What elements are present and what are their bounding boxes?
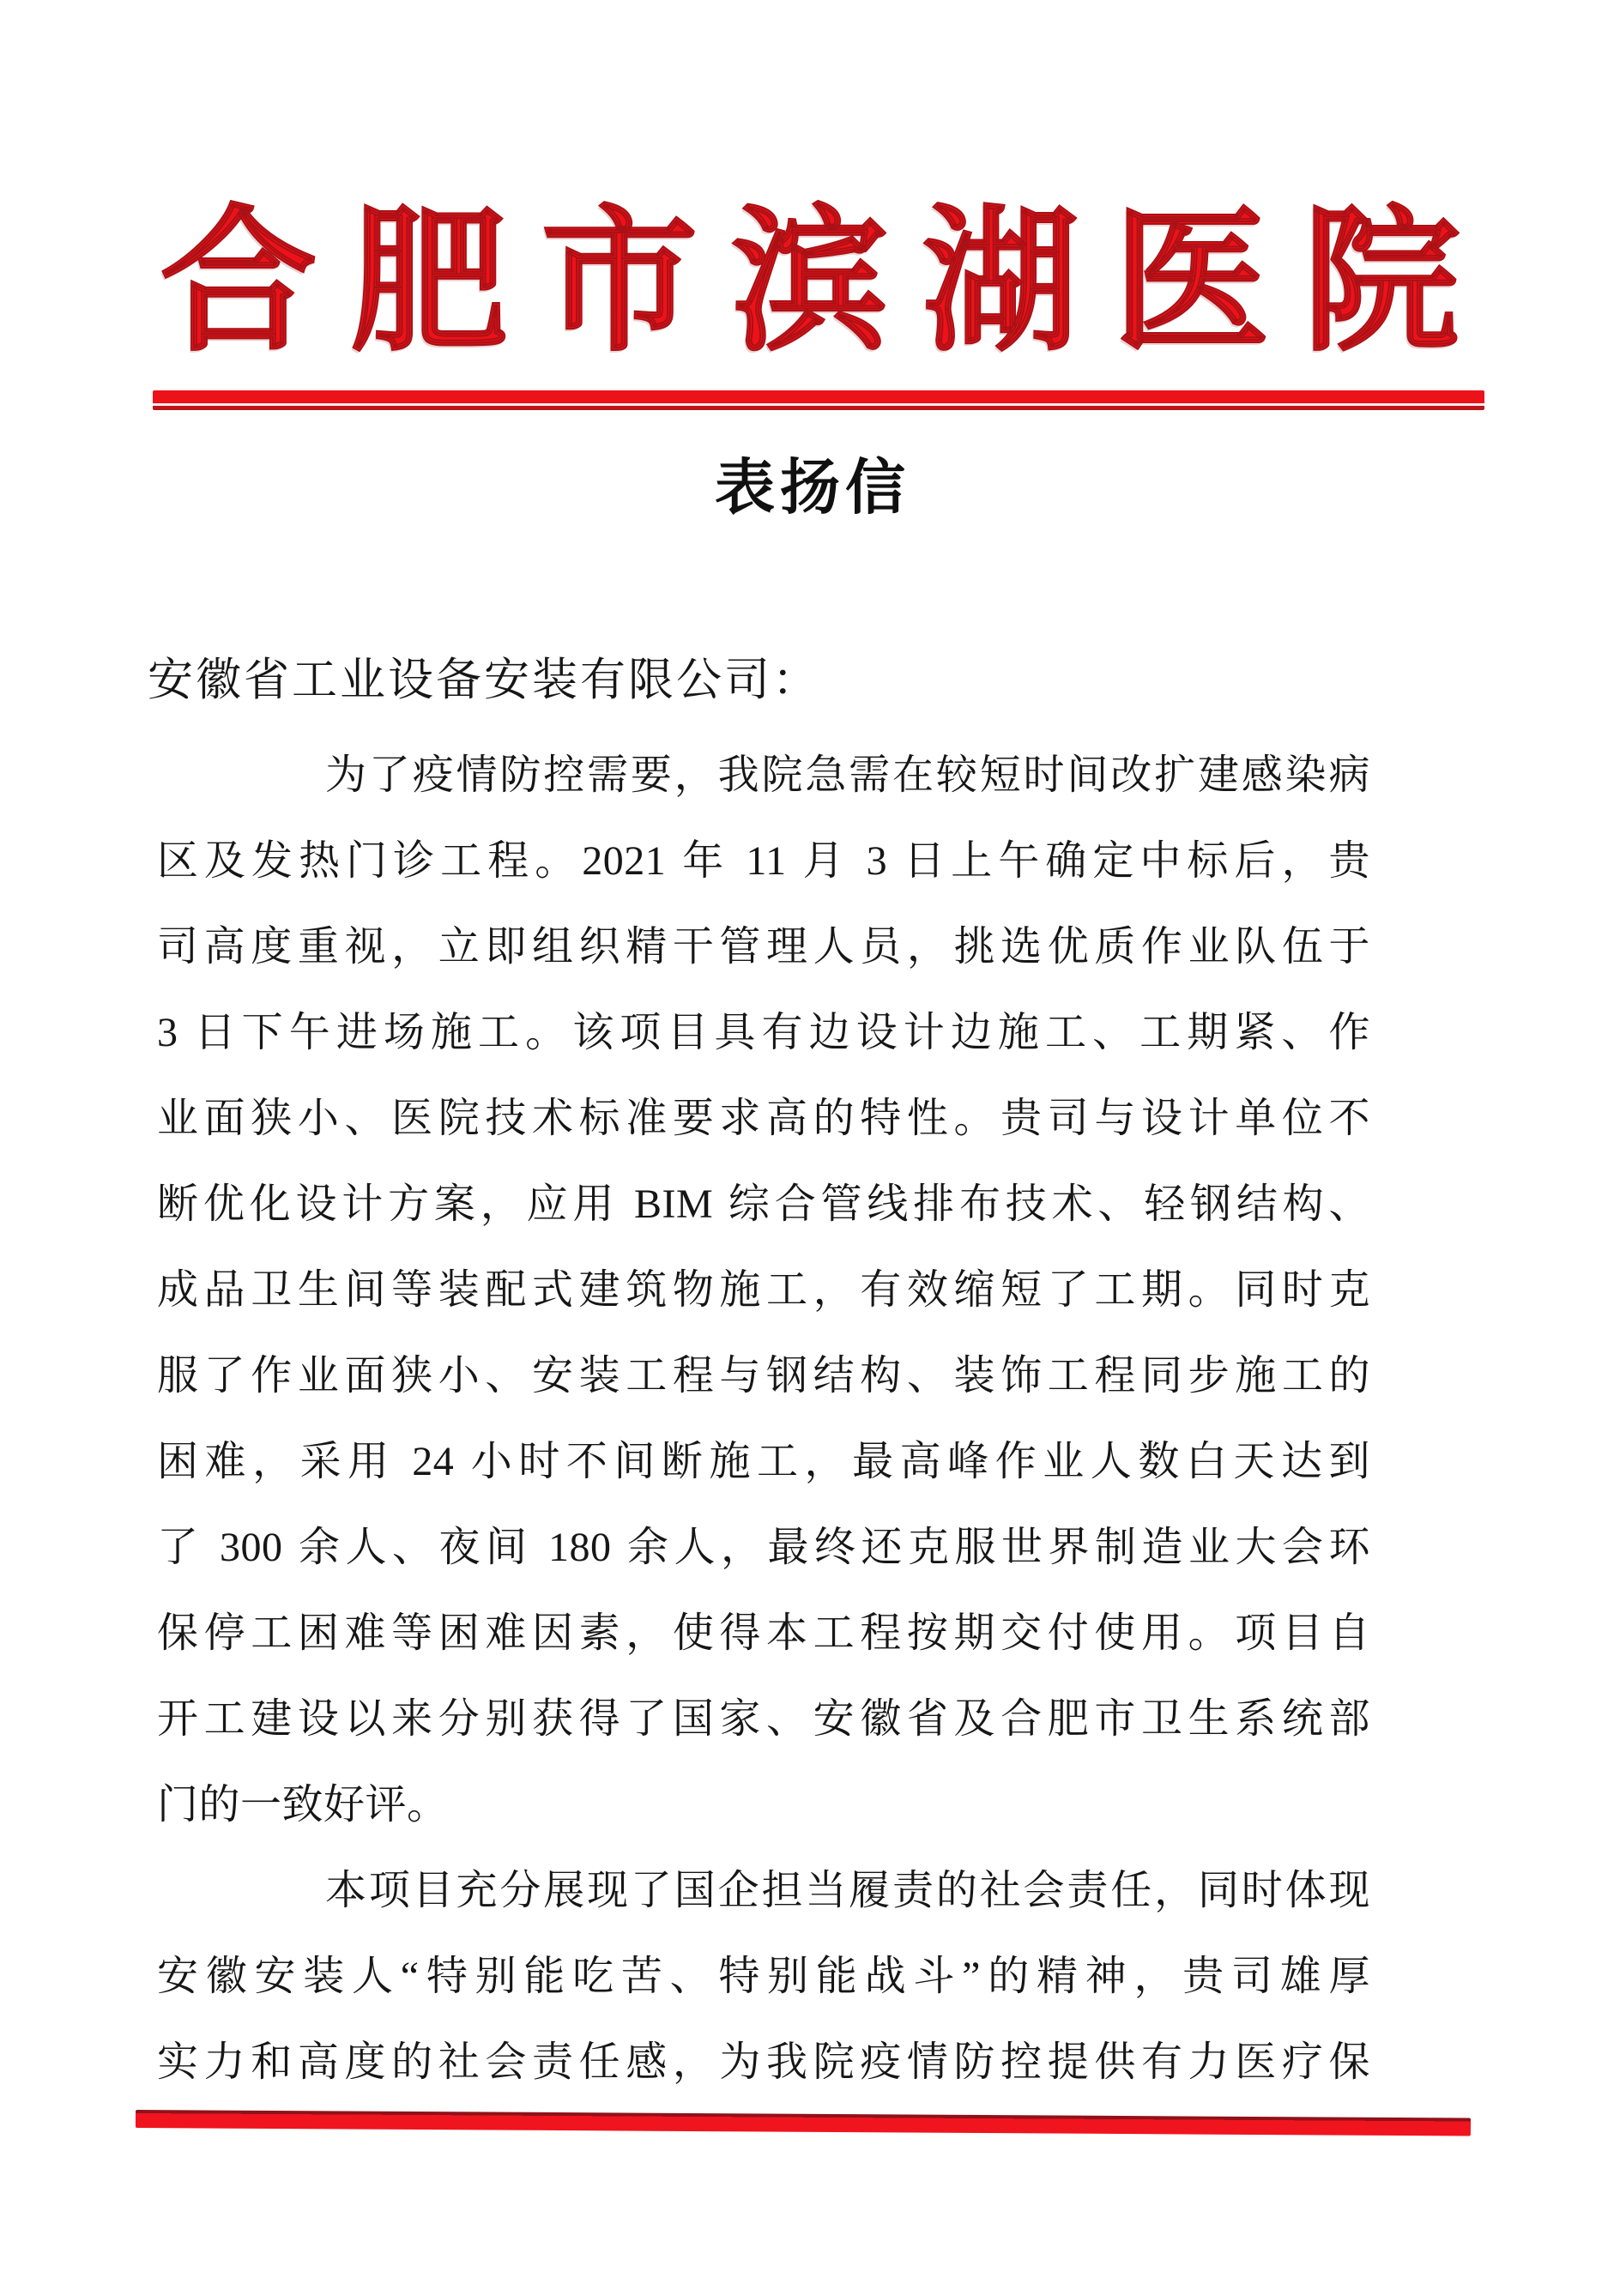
body-line: 为了疫情防控需要，我院急需在较短时间改扩建感染病 [325,752,1370,798]
body-line: 服了作业面狭小、安装工程与钢结构、装饰工程同步施工的 [157,1353,1370,1399]
body-line: 了 300 余人、夜间 180 余人，最终还克服世界制造业大会环 [157,1525,1370,1570]
letter-title: 表扬信 [715,456,910,522]
body-line: 困难，采用 24 小时不间断施工，最高峰作业人数白天达到 [157,1439,1370,1484]
body-line: 区及发热门诊工程。2021 年 11 月 3 日上午确定中标后，贵 [157,838,1370,884]
body-line: 实力和高度的社会责任感，为我院疫情防控提供有力医疗保 [157,2039,1370,2085]
letterhead-divider-line [153,390,1484,410]
recipient-salutation: 安徽省工业设备安装有限公司： [148,656,820,705]
footer-divider-line [136,2110,1471,2136]
body-line: 安徽安装人“特别能吃苦、特别能战斗”的精神，贵司雄厚 [157,1954,1370,1999]
body-line: 本项目充分展现了国企担当履责的社会责任，同时体现 [325,1868,1370,1913]
hospital-letterhead-title: 合肥市滨湖医院 [160,197,1494,370]
body-line: 断优化设计方案，应用 BIM 综合管线排布技术、轻钢结构、 [157,1181,1370,1227]
body-line: 开工建设以来分别获得了国家、安徽省及合肥市卫生系统部 [157,1696,1370,1742]
body-line: 业面狭小、医院技术标准要求高的特性。贵司与设计单位不 [157,1096,1370,1141]
letter-body [157,733,1370,2106]
body-line: 保停工困难等困难因素，使得本工程按期交付使用。项目自 [157,1610,1370,1656]
body-line: 门的一致好评。 [157,1782,449,1828]
body-line: 成品卫生间等装配式建筑物施工，有效缩短了工期。同时克 [157,1267,1370,1313]
body-line: 司高度重视，立即组织精干管理人员，挑选优质作业队伍于 [157,924,1370,970]
body-line: 3 日下午进场施工。该项目具有边设计边施工、工期紧、作 [157,1010,1370,1055]
